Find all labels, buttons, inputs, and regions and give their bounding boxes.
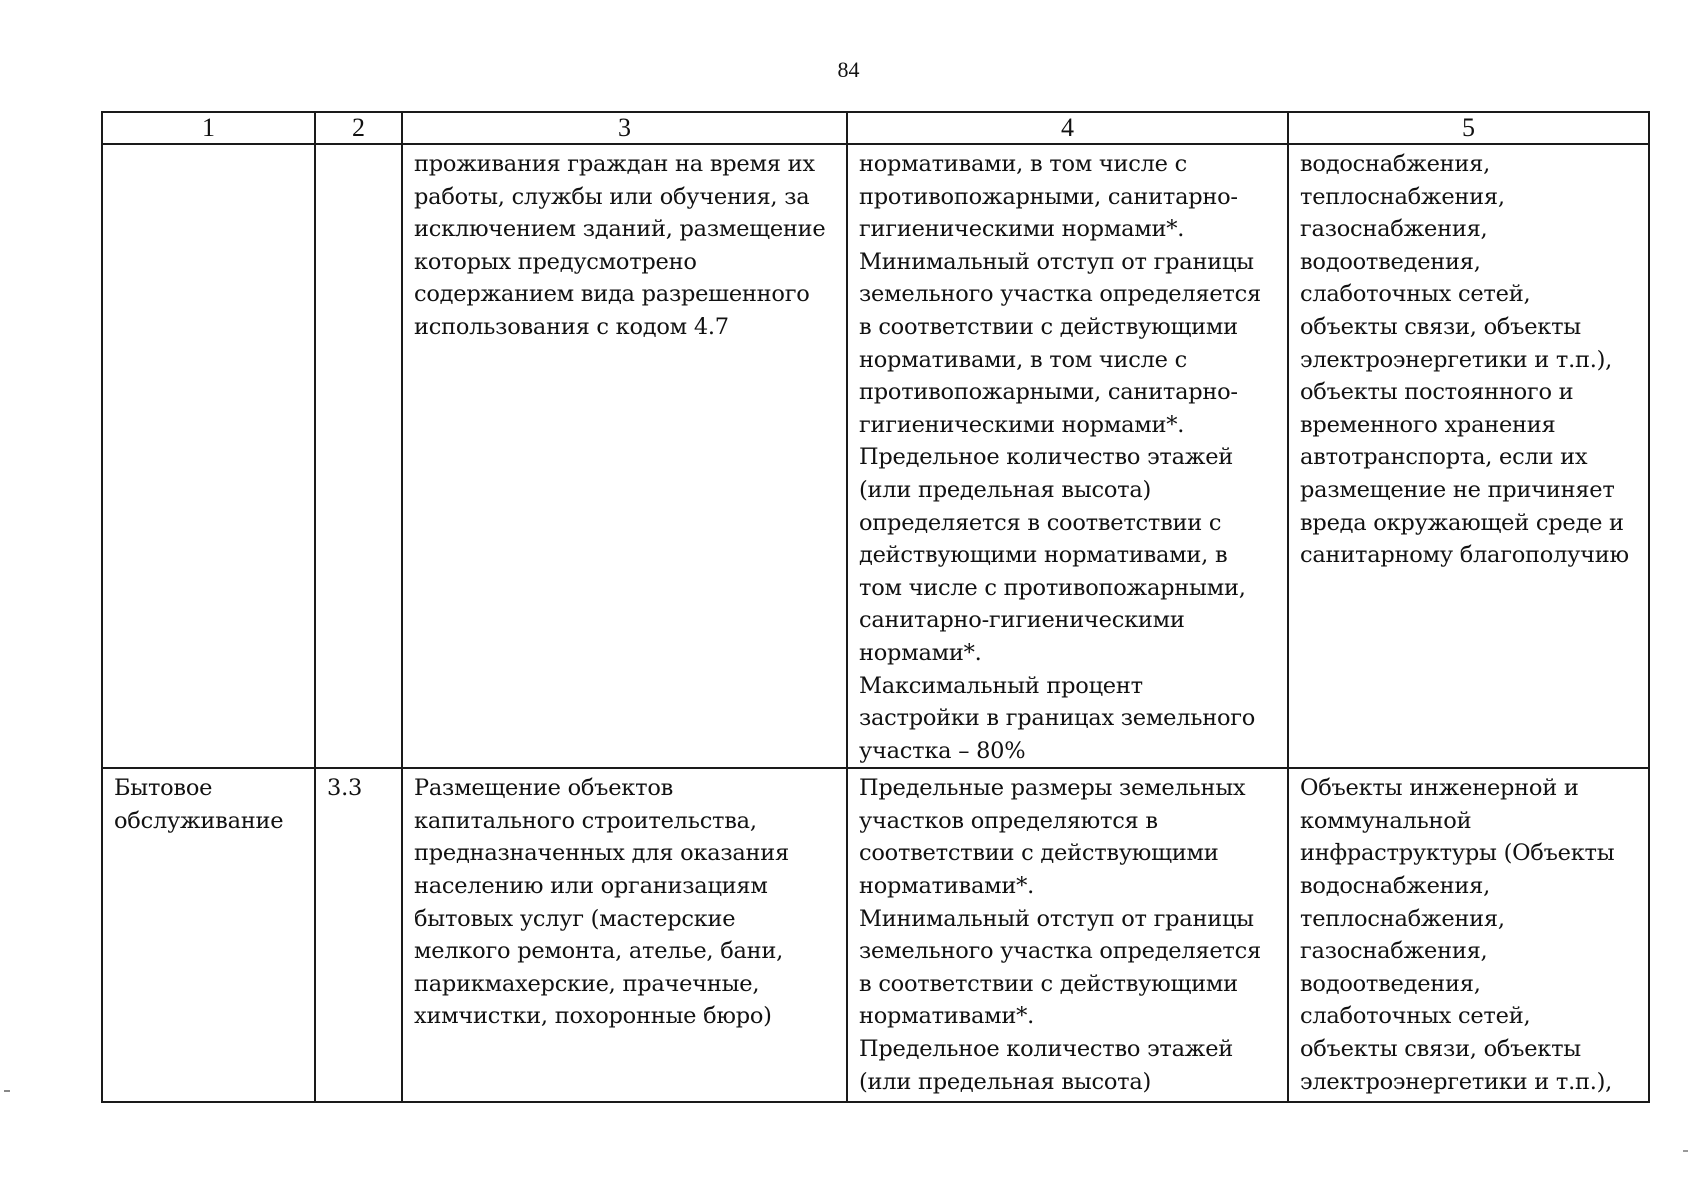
use-name-text: Бытовое обслуживание xyxy=(114,775,284,834)
auxiliary-uses-text: Объекты инженерной и коммунальной инфраструктуры (Объекты водоснабжения, теплоснабжения, газоснабжения, водоотведения, слаботочных сетей, объекты связи, объекты электроэнергетики и т.п.), xyxy=(1300,775,1615,1095)
parameters-cell xyxy=(847,768,1288,1102)
use-name-cell xyxy=(102,144,315,768)
auxiliary-uses-cell xyxy=(1288,144,1649,768)
parameters-cell xyxy=(847,144,1288,768)
parameters-text: Предельные размеры земельных участков определяются в соответствии с действующими нормативами*. Минимальный отступ от границы земельного участка определяется в соответствии с действующими нормативами*. Предельное количество этажей (или предельная высота) xyxy=(859,775,1261,1095)
auxiliary-uses-text: водоснабжения, теплоснабжения, газоснабжения, водоотведения, слаботочных сетей, объекты связи, объекты электроэнергетики и т.п.), объекты постоянного и временного хранения автотранспорта, если их размещение не причиняет вреда окружающей среде и санитарному благополучию xyxy=(1300,151,1629,569)
use-code-text: 3.3 xyxy=(327,775,363,802)
use-description-cell xyxy=(402,144,847,768)
column-header-3: 3 xyxy=(402,112,847,144)
use-description-text: Размещение объектов капитального строительства, предназначенных для оказания населению или организациям бытовых услуг (мастерские мелкого ремонта, ателье, бани, парикмахерские, прачечные, химчистки, похоронные бюро) xyxy=(414,775,789,1030)
column-header-2: 2 xyxy=(315,112,402,144)
table-row xyxy=(102,144,1649,768)
column-header-4: 4 xyxy=(847,112,1288,144)
scan-margin-mark xyxy=(1683,1150,1688,1152)
column-header-5: 5 xyxy=(1288,112,1649,144)
use-name-cell xyxy=(102,768,315,1102)
column-header-1: 1 xyxy=(102,112,315,144)
parameters-text: нормативами, в том числе с противопожарными, санитарно- гигиеническими нормами*. Минимальный отступ от границы земельного участка определяется в соответствии с действующими нормативами, в том числе с противопожарными, санитарно- гигиеническими нормами*. Предельное количество этажей (или предельная высота) определяется в соответствии с действующими нормативами, в том числе с противопожарными, санитарно-гигиеническими нормами*. Максимальный процент застройки в границах земельного участка – 80% xyxy=(859,151,1261,764)
table-row xyxy=(102,768,1649,1102)
use-description-text: проживания граждан на время их работы, службы или обучения, за исключением зданий, размещение которых предусмотрено содержанием вида разрешенного использования с кодом 4.7 xyxy=(414,151,826,340)
use-description-cell xyxy=(402,768,847,1102)
scan-margin-mark xyxy=(4,1090,10,1092)
page-number: 84 xyxy=(837,57,860,82)
use-code-cell xyxy=(315,144,402,768)
auxiliary-uses-cell xyxy=(1288,768,1649,1102)
table-header-row xyxy=(102,112,1649,144)
use-code-cell xyxy=(315,768,402,1102)
land-use-regulations-table xyxy=(101,111,1650,1103)
